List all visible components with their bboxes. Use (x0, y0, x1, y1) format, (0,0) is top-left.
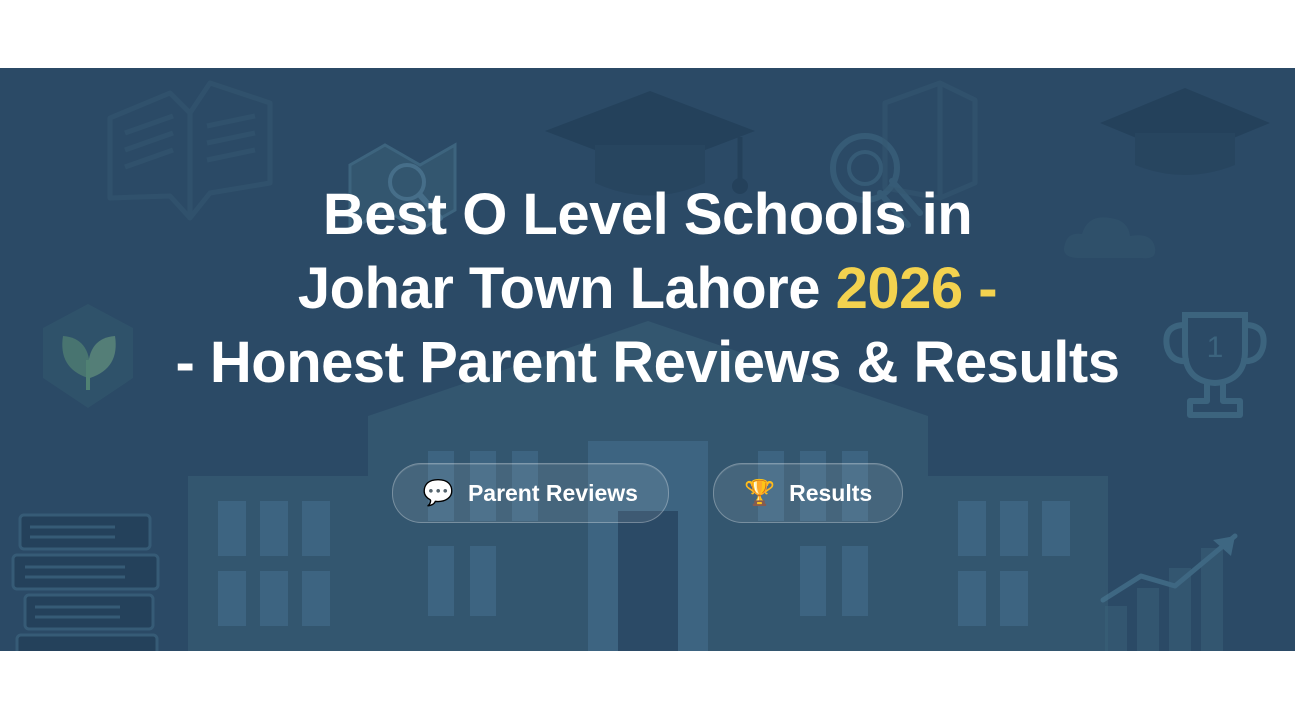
headline-year-accent: 2026 - (835, 256, 998, 322)
graduation-cap-small-icon (1095, 83, 1275, 193)
stacked-books-icon (5, 503, 170, 651)
results-badge[interactable] (713, 463, 903, 523)
trophy-icon: 🏆 (743, 478, 776, 507)
headline-line-1: Best O Level Schools in (322, 182, 973, 247)
page-title (0, 178, 1295, 401)
speech-bubble-icon: 💬 (422, 478, 454, 507)
headline-line-2-plain: Johar Town Lahore (297, 256, 821, 322)
parent-reviews-badge[interactable] (392, 463, 669, 523)
results-label: Results (789, 479, 873, 506)
bar-chart-growth-icon (1095, 528, 1265, 651)
headline-line-2 (120, 252, 1175, 326)
badge-row (0, 463, 1295, 523)
parent-reviews-label: Parent Reviews (467, 479, 638, 506)
svg-text:1: 1 (1206, 331, 1224, 364)
headline-line-3: - Honest Parent Reviews & Results (175, 330, 1120, 396)
hero-banner (0, 68, 1295, 651)
